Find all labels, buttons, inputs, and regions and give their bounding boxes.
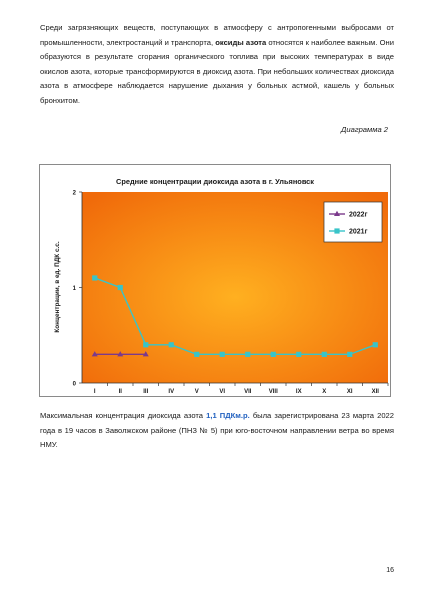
intro-bold-term: оксиды азота bbox=[215, 37, 267, 47]
data-point-2021г bbox=[271, 352, 276, 357]
intro-text-part1: Среди загрязняющих веществ, поступающих в атмосферу с антропогенными выбросами от промышленности, электростанций и транспорта, bbox=[40, 23, 394, 47]
data-point-2021г bbox=[92, 275, 97, 280]
x-tick-label: VIII bbox=[268, 389, 278, 395]
max-text-part1: Максимальная концентрация диоксида азота bbox=[40, 411, 207, 420]
data-point-2021г bbox=[322, 352, 327, 357]
chart-title: Средние концентрации диоксида азота в г. Ульяновск bbox=[116, 177, 314, 186]
x-tick-label: III bbox=[143, 389, 149, 395]
data-point-2021г bbox=[194, 352, 199, 357]
data-point-2021г bbox=[143, 342, 148, 347]
max-value-highlight: 1,1 ПДКм.р. bbox=[206, 411, 250, 420]
legend-label: 2021г bbox=[349, 228, 368, 236]
data-point-2021г bbox=[169, 342, 174, 347]
figure-caption: Диаграмма 2 bbox=[341, 125, 388, 134]
data-point-2021г bbox=[245, 352, 250, 357]
max-concentration-paragraph bbox=[40, 409, 394, 453]
x-tick-label: V bbox=[194, 389, 199, 395]
x-tick-label: XI bbox=[346, 389, 353, 395]
legend-label: 2022г bbox=[349, 211, 368, 219]
data-point-2021г bbox=[347, 352, 352, 357]
data-point-2021г bbox=[373, 342, 378, 347]
page-number: 16 bbox=[386, 567, 394, 574]
data-point-2021г bbox=[118, 285, 123, 290]
legend-marker bbox=[334, 228, 339, 233]
y-tick-label: 2 bbox=[72, 190, 76, 197]
data-point-2021г bbox=[296, 352, 301, 357]
legend-box bbox=[324, 202, 382, 242]
chart-legend bbox=[324, 202, 382, 242]
x-tick-label: VII bbox=[244, 389, 252, 395]
intro-paragraph bbox=[40, 21, 394, 109]
x-tick-label: IV bbox=[168, 389, 175, 395]
data-point-2021г bbox=[220, 352, 225, 357]
x-tick-label: XII bbox=[371, 389, 379, 395]
x-tick-label: IX bbox=[295, 389, 302, 395]
intro-text-part2: относятся к наиболее важным. Они образуются в результате сгорания органического топлива при высоких температурах в виде окислов азота, которые трансформируются в диоксид азота. При небольших количествах диоксида азота в атмосфере наблюдается нарушение дыхания у больных астмой, кашель у больных бронхитом. bbox=[40, 37, 394, 105]
x-tick-label: II bbox=[118, 389, 122, 395]
line-chart bbox=[40, 165, 390, 396]
chart-frame bbox=[39, 164, 391, 397]
x-tick-label: I bbox=[93, 389, 96, 395]
y-tick-label: 0 bbox=[72, 381, 76, 388]
max-text-part2: была зарегистрирована 23 марта 2022 года в 19 часов в Заволжском районе (ПНЗ № 5) при юго-восточном направлении ветра во время НМУ. bbox=[40, 411, 394, 450]
y-tick-label: 1 bbox=[72, 286, 76, 292]
x-tick-label: X bbox=[322, 389, 327, 395]
y-axis-label: Концентрации, в ед. ПДК с.с. bbox=[54, 241, 61, 333]
x-tick-label: VI bbox=[219, 389, 226, 395]
